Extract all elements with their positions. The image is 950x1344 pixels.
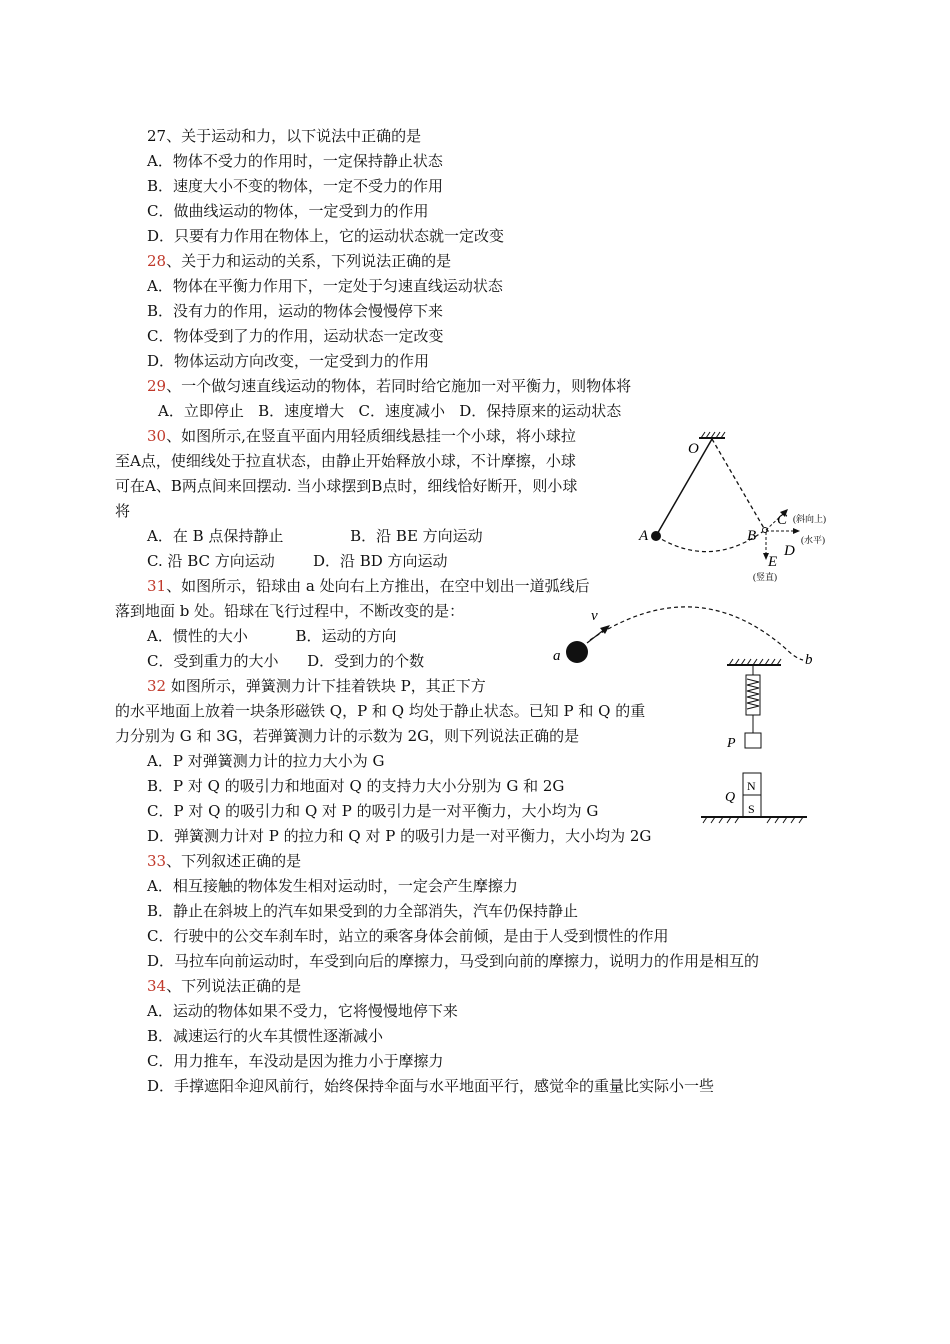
option-b: B．没有力的作用，运动的物体会慢慢停下来: [147, 302, 444, 320]
label-e: E: [768, 554, 778, 570]
option-d: D．物体运动方向改变，一定受到力的作用: [147, 352, 430, 370]
question-number: 27: [147, 127, 167, 145]
question-31-options-ab: A．惯性的大小 B．运动的方向: [147, 627, 397, 645]
question-31-options-cd: C．受到重力的大小 D．受到力的个数: [147, 652, 425, 670]
label-b: B: [747, 528, 757, 544]
label-q: Q: [725, 790, 736, 805]
question-number: 34: [147, 977, 167, 995]
option-d: D．手撑遮阳伞迎风前行，始终保持伞面与水平地面平行，感觉伞的重量比实际小一些: [147, 1077, 715, 1095]
option-d: D．只要有力作用在物体上，它的运动状态就一定改变: [147, 227, 505, 245]
question-number: 29: [147, 377, 167, 395]
question-31-stem: 31、如图所示，铅球由 a 处向右上方推出，在空中划出一道弧线后: [147, 577, 590, 595]
option-a: A．相互接触的物体发生相对运动时，一定会产生摩擦力: [147, 877, 518, 895]
label-s: S: [748, 802, 755, 816]
question-30-options-cd: C. 沿 BC 方向运动 D．沿 BD 方向运动: [147, 552, 448, 570]
question-number: 28: [147, 252, 167, 270]
question-30-options-ab: A．在 B 点保持静止 B．沿 BE 方向运动: [147, 527, 483, 545]
label-d: D: [784, 543, 795, 559]
option-a: A．P 对弹簧测力计的拉力大小为 G: [147, 752, 385, 770]
option-d: D．马拉车向前运动时，车受到向后的摩擦力，马受到向前的摩擦力，说明力的作用是相互的: [147, 952, 760, 970]
question-30-text: 至A点，使细线处于拉直状态，由静止开始释放小球，不计摩擦，小球: [115, 452, 576, 470]
option-b: B．P 对 Q 的吸引力和地面对 Q 的支持力大小分别为 G 和 2G: [147, 777, 565, 795]
question-28-stem: 28、关于力和运动的关系，下列说法正确的是: [147, 252, 452, 270]
option-b: B．减速运行的火车其惯性逐渐减小: [147, 1027, 384, 1045]
option-d: D．弹簧测力计对 P 的拉力和 Q 对 P 的吸引力是一对平衡力，大小均为 2G: [147, 827, 652, 845]
question-number: 33: [147, 852, 167, 870]
question-29-stem: 29、一个做匀速直线运动的物体，若同时给它施加一对平衡力，则物体将: [147, 377, 632, 395]
label-o: O: [688, 441, 699, 457]
question-31-text: 落到地面 b 处。铅球在飞行过程中，不断改变的是：: [115, 602, 465, 620]
label-a: a: [553, 648, 561, 664]
question-32-stem: 32 如图所示，弹簧测力计下挂着铁块 P，其正下方: [147, 677, 486, 695]
option-c: C．做曲线运动的物体，一定受到力的作用: [147, 202, 429, 220]
label-a: A: [639, 528, 649, 544]
label-b: b: [805, 652, 813, 668]
option-a: A．运动的物体如果不受力，它将慢慢地停下来: [147, 1002, 458, 1020]
question-34-stem: 34、下列说法正确的是: [147, 977, 302, 995]
question-30-text: 可在A、B两点间来回摆动. 当小球摆到B点时，细线恰好断开，则小球: [115, 477, 578, 495]
option-b: B．速度大小不变的物体，一定不受力的作用: [147, 177, 444, 195]
question-number: 32: [147, 677, 167, 695]
pendulum-figure: [635, 430, 845, 585]
option-c: C．用力推车，车没动是因为推力小于摩擦力: [147, 1052, 444, 1070]
label-e-note: (竖直): [753, 572, 777, 582]
question-number: 30: [147, 427, 167, 445]
question-29-options: A．立即停止 B．速度增大 C．速度减小 D．保持原来的运动状态: [158, 402, 622, 420]
label-c: C: [777, 512, 788, 528]
option-a: A．物体不受力的作用时，一定保持静止状态: [147, 152, 443, 170]
option-c: C．物体受到了力的作用，运动状态一定改变: [147, 327, 444, 345]
label-n: N: [747, 779, 756, 793]
question-33-stem: 33、下列叙述正确的是: [147, 852, 302, 870]
label-c-note: (斜向上): [793, 514, 826, 524]
option-c: C．行驶中的公交车刹车时，站立的乘客身体会前倾，是由于人受到惯性的作用: [147, 927, 669, 945]
question-27-stem: 27、关于运动和力，以下说法中正确的是: [147, 127, 422, 145]
label-p: P: [727, 736, 736, 751]
option-c: C．P 对 Q 的吸引力和 Q 对 P 的吸引力是一对平衡力，大小均为 G: [147, 802, 599, 820]
question-30-text: 将: [115, 502, 131, 520]
question-32-text: 的水平地面上放着一块条形磁铁 Q，P 和 Q 均处于静止状态。已知 P 和 Q 的重: [115, 702, 646, 720]
option-a: A．物体在平衡力作用下，一定处于匀速直线运动状态: [147, 277, 503, 295]
question-32-text: 力分别为 G 和 3G，若弹簧测力计的示数为 2G，则下列说法正确的是: [115, 727, 580, 745]
question-number: 31: [147, 577, 167, 595]
spring-magnet-figure: [695, 655, 815, 825]
question-30-stem: 30、如图所示,在竖直平面内用轻质细线悬挂一个小球，将小球拉: [147, 427, 576, 445]
label-v: v: [591, 608, 598, 624]
option-b: B．静止在斜坡上的汽车如果受到的力全部消失，汽车仍保持静止: [147, 902, 579, 920]
label-d-note: (水平): [801, 535, 825, 545]
